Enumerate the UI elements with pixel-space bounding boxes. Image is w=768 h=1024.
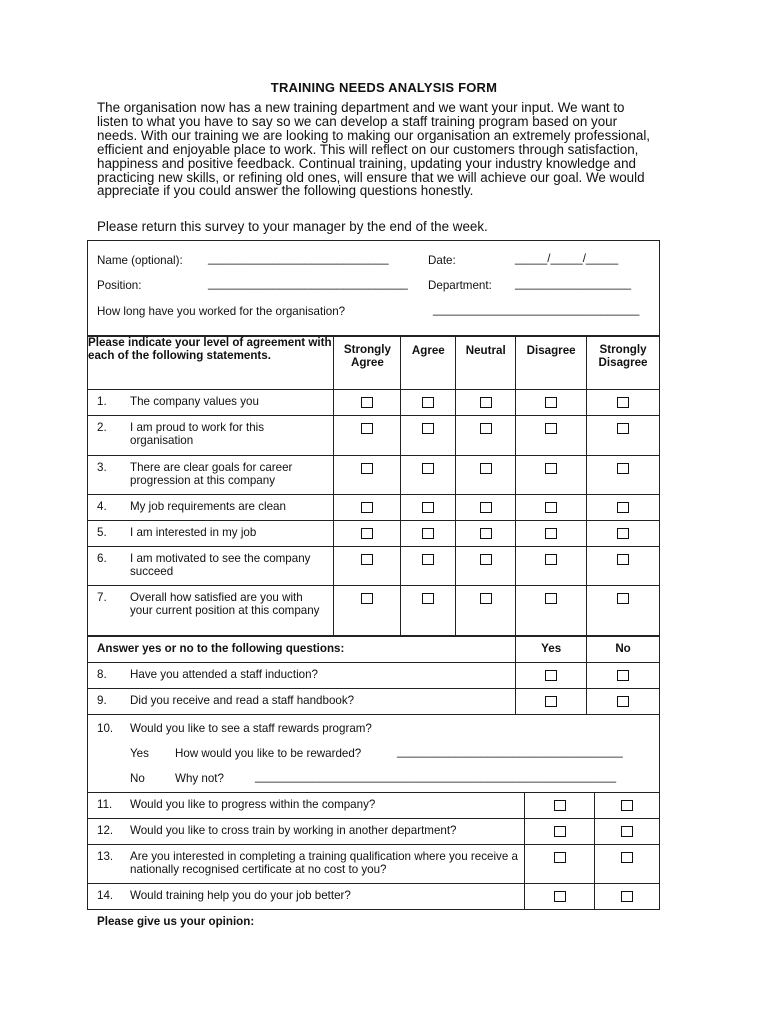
yes-checkbox[interactable] (554, 826, 566, 837)
yes-checkbox[interactable] (545, 670, 557, 681)
table-row (88, 521, 660, 547)
question-number: 12. (97, 824, 114, 837)
no-checkbox[interactable] (621, 826, 633, 837)
position-label: Position: (97, 279, 142, 292)
table-row (88, 663, 660, 689)
table-row (88, 884, 660, 910)
statement-number: 3. (97, 461, 107, 474)
name-label: Name (optional): (97, 254, 183, 267)
strongly-agree-checkbox[interactable] (361, 528, 373, 539)
reward-answer-field[interactable]: ___________________________________ (397, 745, 623, 758)
table-row (88, 845, 660, 884)
no-checkbox[interactable] (617, 670, 629, 681)
intro-paragraph: The organisation now has a new training department and we want your input. We want to listen to what you have to say so we can develop a staff training program based on your needs. With our training we are looking to making our organisation an extremely professional, efficient and enjoyable place to work. This will reflect on our customers through satisfaction, happiness and positive feedback. Continual training, updating your industry knowledge and practicing new skills, or refining old ones, will ensure that we will achieve our goal. We would appreciate if you could answer the following questions honestly. (97, 100, 651, 199)
agree-checkbox[interactable] (422, 502, 434, 513)
table-row (88, 586, 660, 637)
date-label: Date: (428, 254, 456, 267)
agreement-prompt: Please indicate your level of agreement with each of the following statements. (88, 337, 334, 390)
yes-checkbox[interactable] (554, 800, 566, 811)
yes-checkbox[interactable] (554, 891, 566, 902)
strongly-disagree-checkbox[interactable] (617, 528, 629, 539)
no-checkbox[interactable] (617, 696, 629, 707)
agreement-table (87, 336, 660, 637)
agreement-header-row (88, 337, 660, 390)
statement-number: 1. (97, 395, 107, 408)
disagree-checkbox[interactable] (545, 554, 557, 565)
table-row (88, 793, 660, 819)
statement-number: 4. (97, 500, 107, 513)
strongly-disagree-checkbox[interactable] (617, 463, 629, 474)
name-field[interactable]: ____________________________ (208, 252, 389, 265)
form-title: TRAINING NEEDS ANALYSIS FORM (270, 80, 498, 95)
strongly-agree-checkbox[interactable] (361, 423, 373, 434)
question-number: 9. (97, 694, 107, 707)
disagree-checkbox[interactable] (545, 423, 557, 434)
position-field[interactable]: _______________________________ (208, 277, 408, 290)
strongly-agree-checkbox[interactable] (361, 593, 373, 604)
disagree-checkbox[interactable] (545, 397, 557, 408)
statement-text: My job requirements are clean (130, 500, 286, 513)
agree-checkbox[interactable] (422, 593, 434, 604)
date-field[interactable]: _____/_____/_____ (515, 252, 619, 265)
department-label: Department: (428, 279, 492, 292)
question-text: Would you like to cross train by working in another department? (130, 824, 457, 837)
question-number: 13. (97, 850, 114, 863)
statement-text: There are clear goals for career progression at this company (130, 461, 293, 487)
col-strongly-agree: Strongly Agree (334, 337, 401, 390)
disagree-checkbox[interactable] (545, 593, 557, 604)
agree-checkbox[interactable] (422, 554, 434, 565)
table-row (88, 416, 660, 456)
question-text: Are you interested in completing a training qualification where you receive a nationally recognised certificate at no cost to you? (130, 850, 518, 876)
question-number: 8. (97, 668, 107, 681)
agree-checkbox[interactable] (422, 528, 434, 539)
neutral-checkbox[interactable] (480, 502, 492, 513)
table-row (88, 819, 660, 845)
opinion-heading: Please give us your opinion: (97, 915, 255, 928)
no-checkbox[interactable] (621, 800, 633, 811)
no-checkbox[interactable] (621, 852, 633, 863)
col-no: No (587, 636, 660, 663)
question-text: Would you like to progress within the company? (130, 798, 376, 811)
col-strongly-disagree: Strongly Disagree (587, 337, 660, 390)
agree-checkbox[interactable] (422, 423, 434, 434)
statement-number: 6. (97, 552, 107, 565)
tenure-label: How long have you worked for the organisation? (97, 305, 346, 318)
neutral-checkbox[interactable] (480, 593, 492, 604)
strongly-disagree-checkbox[interactable] (617, 593, 629, 604)
table-row (88, 689, 660, 715)
strongly-disagree-checkbox[interactable] (617, 397, 629, 408)
disagree-checkbox[interactable] (545, 502, 557, 513)
statement-number: 2. (97, 421, 107, 434)
statement-text: I am interested in my job (130, 526, 257, 539)
yesno-table-2 (87, 792, 660, 910)
respondent-info-box (87, 240, 660, 336)
table-row (88, 456, 660, 495)
question-number: 14. (97, 889, 114, 902)
disagree-checkbox[interactable] (545, 463, 557, 474)
col-disagree: Disagree (516, 337, 587, 390)
tenure-field[interactable]: ________________________________ (433, 303, 640, 316)
question-10-box (87, 714, 660, 793)
department-field[interactable]: __________________ (515, 277, 632, 290)
question-text: Did you receive and read a staff handbook? (130, 694, 355, 707)
col-neutral: Neutral (456, 337, 516, 390)
col-yes: Yes (516, 636, 587, 663)
yesno-header-row (88, 636, 660, 663)
statement-number: 5. (97, 526, 107, 539)
strongly-agree-checkbox[interactable] (361, 463, 373, 474)
no-checkbox[interactable] (621, 891, 633, 902)
table-row (88, 547, 660, 586)
why-not-field[interactable]: ________________________________________________________ (255, 770, 617, 783)
strongly-disagree-checkbox[interactable] (617, 423, 629, 434)
neutral-checkbox[interactable] (480, 463, 492, 474)
agree-checkbox[interactable] (422, 463, 434, 474)
question-text: Would you like to see a staff rewards program? (130, 722, 372, 735)
question-number: 11. (97, 798, 113, 811)
strongly-disagree-checkbox[interactable] (617, 502, 629, 513)
q10-yes-prompt: How would you like to be rewarded? (175, 747, 362, 760)
neutral-checkbox[interactable] (480, 397, 492, 408)
statement-number: 7. (97, 591, 107, 604)
question-text: Have you attended a staff induction? (130, 668, 318, 681)
strongly-agree-checkbox[interactable] (361, 502, 373, 513)
neutral-checkbox[interactable] (480, 554, 492, 565)
neutral-checkbox[interactable] (480, 528, 492, 539)
yes-checkbox[interactable] (545, 696, 557, 707)
neutral-checkbox[interactable] (480, 423, 492, 434)
statement-text: I am motivated to see the company succeed (130, 552, 311, 578)
disagree-checkbox[interactable] (545, 528, 557, 539)
q10-no-label: No (130, 772, 145, 785)
table-row (88, 390, 660, 416)
yesno-prompt: Answer yes or no to the following questions: (88, 636, 516, 663)
table-row (88, 495, 660, 521)
yesno-table (87, 635, 660, 715)
strongly-agree-checkbox[interactable] (361, 554, 373, 565)
question-text: Would training help you do your job better? (130, 889, 351, 902)
strongly-agree-checkbox[interactable] (361, 397, 373, 408)
question-number: 10. (97, 722, 114, 735)
statement-text: The company values you (130, 395, 259, 408)
col-agree: Agree (401, 337, 456, 390)
strongly-disagree-checkbox[interactable] (617, 554, 629, 565)
return-note: Please return this survey to your manager by the end of the week. (97, 219, 488, 234)
agree-checkbox[interactable] (422, 397, 434, 408)
statement-text: I am proud to work for this organisation (130, 421, 265, 447)
q10-yes-label: Yes (130, 747, 149, 760)
q10-no-prompt: Why not? (175, 772, 224, 785)
statement-text: Overall how satisfied are you with your current position at this company (130, 591, 320, 617)
yes-checkbox[interactable] (554, 852, 566, 863)
